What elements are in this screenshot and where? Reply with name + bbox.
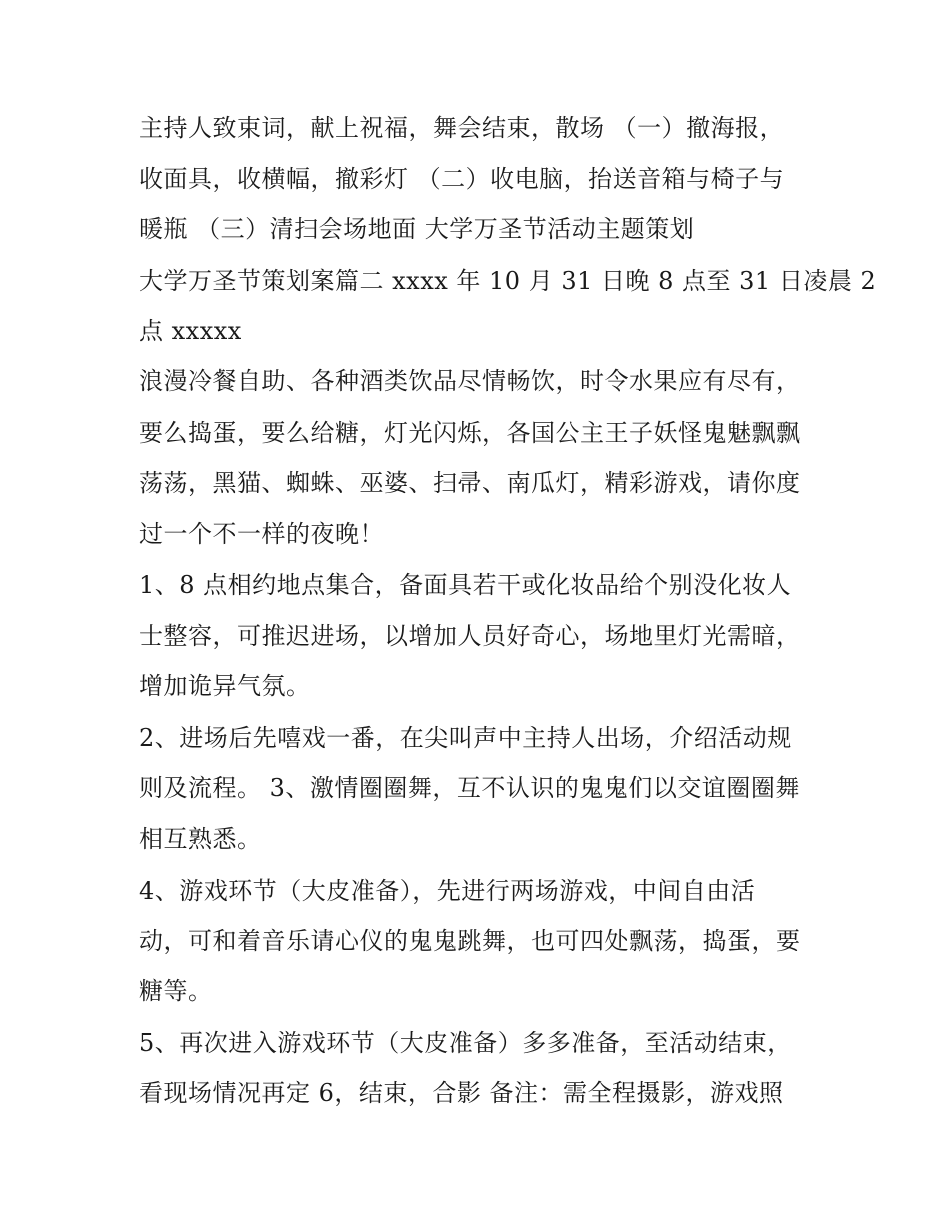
text-line: 则及流程。 3、激情圈圈舞，互不认识的鬼鬼们以交谊圈圈舞 (139, 774, 800, 802)
text-line: 荡荡，黑猫、蜘蛛、巫婆、扫帚、南瓜灯，精彩游戏，请你度 (139, 469, 801, 497)
text-line: 点 xxxxx (139, 317, 242, 345)
text-line: 收面具，收横幅，撤彩灯 （二）收电脑，抬送音箱与椅子与 (139, 165, 785, 193)
text-line: 要么捣蛋，要么给糖，灯光闪烁，各国公主王子妖怪鬼魅飘飘 (139, 419, 801, 447)
text-line: 过一个不一样的夜晚！ (139, 520, 384, 548)
text-line: 看现场情况再定 6，结束，合影 备注：需全程摄影，游戏照 (139, 1079, 784, 1107)
text-line: 5、再次进入游戏环节（大皮准备）多多准备，至活动结束， (139, 1029, 792, 1057)
text-line: 相互熟悉。 (139, 825, 262, 853)
text-line: 动，可和着音乐请心仪的鬼鬼跳舞，也可四处飘荡，捣蛋，要 (139, 927, 801, 955)
text-line: 主持人致束词，献上祝福，舞会结束，散场 （一）撤海报， (139, 114, 785, 142)
text-line: 暖瓶 （三）清扫会场地面 大学万圣节活动主题策划 (139, 215, 695, 243)
text-line: 2、进场后先嘻戏一番，在尖叫声中主持人出场，介绍活动规 (139, 724, 792, 752)
text-line: 增加诡异气氛。 (139, 672, 311, 700)
text-line: 糖等。 (139, 977, 213, 1005)
text-line: 大学万圣节策划案篇二 xxxx 年 10 月 31 日晚 8 点至 31 日凌晨 2 (139, 267, 877, 295)
text-line: 1、8 点相约地点集合，备面具若干或化妆品给个别没化妆人 (139, 571, 792, 599)
text-line: 士整容，可推迟进场，以增加人员好奇心，场地里灯光需暗， (139, 622, 801, 650)
text-line: 4、游戏环节（大皮准备），先进行两场游戏，中间自由活 (139, 877, 756, 905)
text-line: 浪漫冷餐自助、各种酒类饮品尽情畅饮，时令水果应有尽有， (139, 367, 801, 395)
